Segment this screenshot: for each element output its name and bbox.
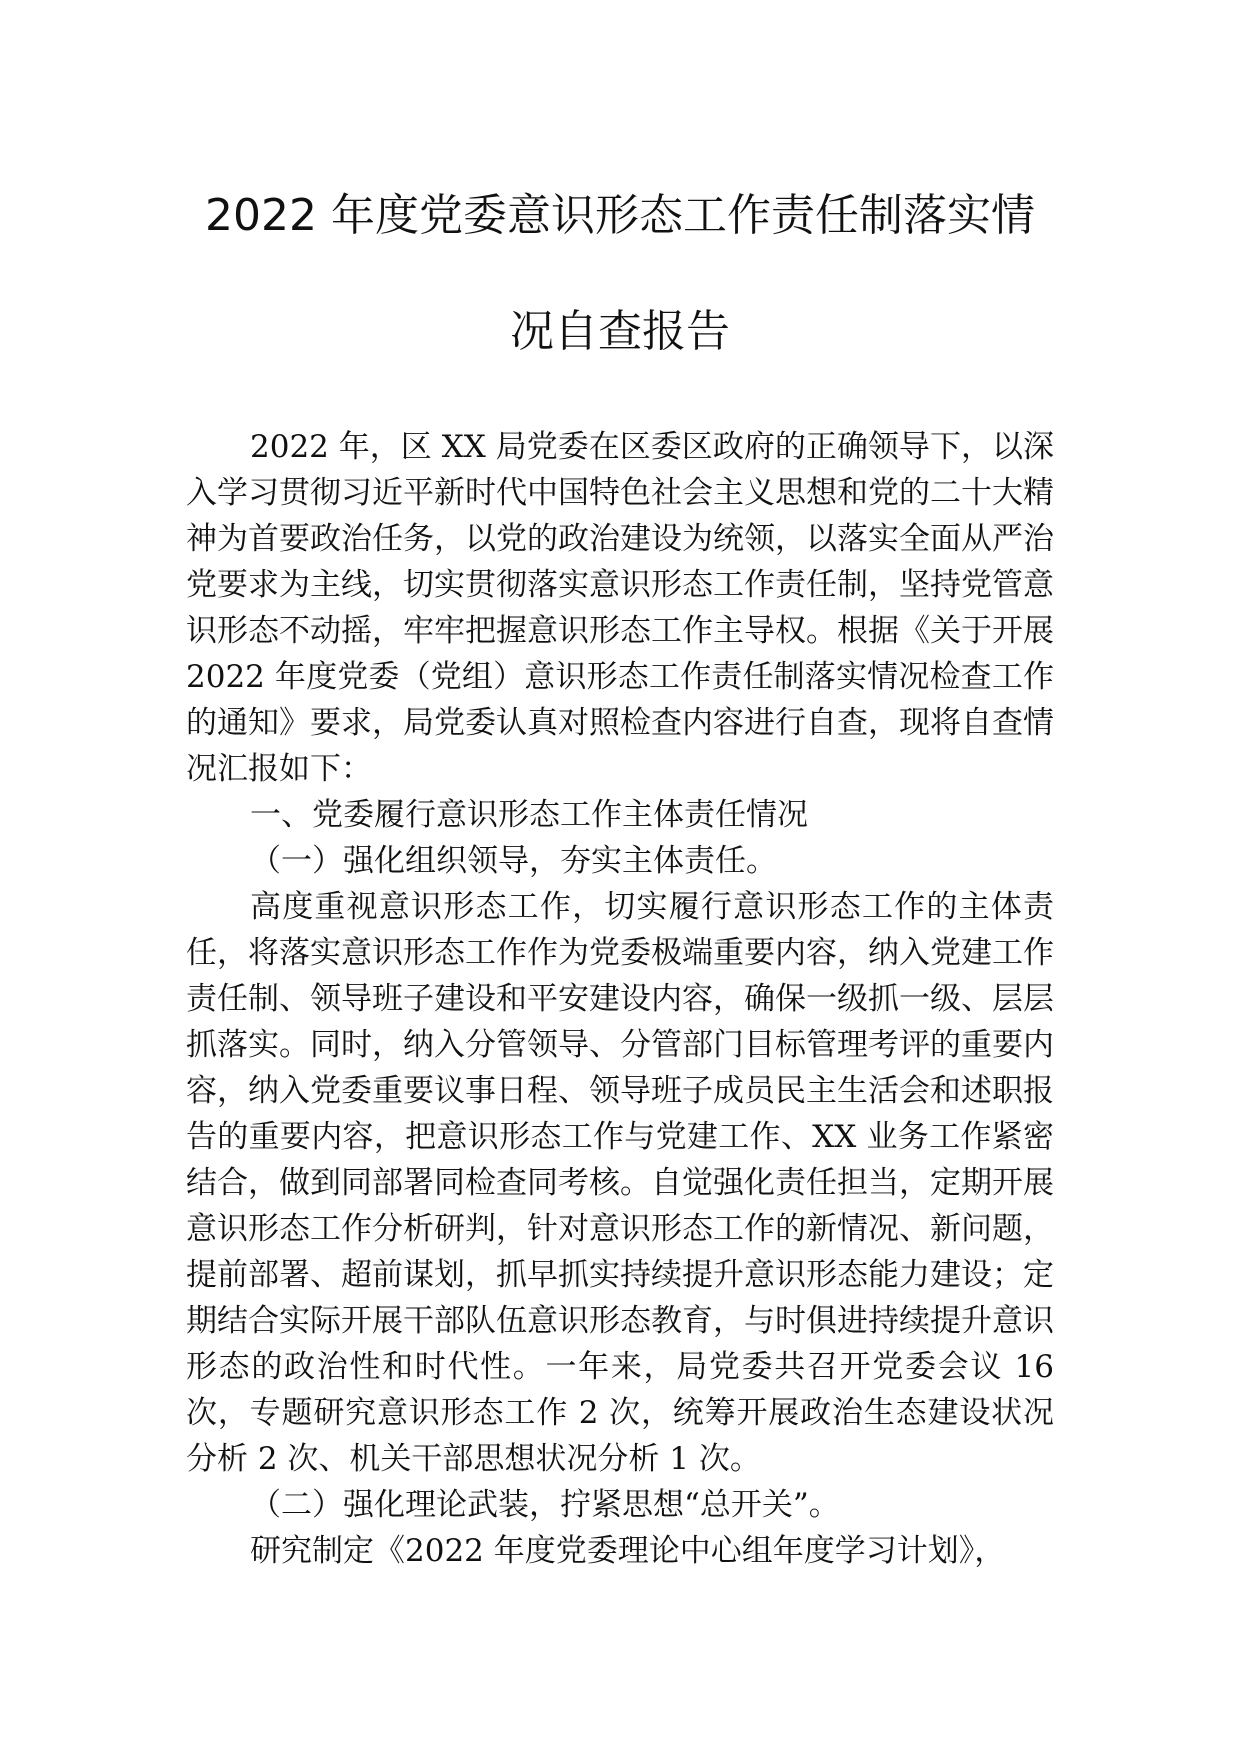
section-1-2-paragraph: 研究制定《2022 年度党委理论中心组年度学习计划》， xyxy=(250,1533,1006,1569)
document-body xyxy=(186,424,1054,1574)
section-1-heading: 一、党委履行意识形态工作主体责任情况 xyxy=(250,797,808,833)
section-1-2-heading: （二）强化理论武装，拧紧思想“总开关”。 xyxy=(250,1487,840,1523)
section-1-1-paragraph: 高度重视意识形态工作，切实履行意识形态工作的主体责任，将落实意识形态工作作为党委极端重要内容，纳入党建工作责任制、领导班子建设和平安建设内容，确保一级抓一级、层层抓落实。同时，纳入分管领导、分管部门目标管理考评的重要内容，纳入党委重要议事日程、领导班子成员民主生活会和述职报告的重要内容，把意识形态工作与党建工作、XX 业务工作紧密结合，做到同部署同检查同考核。自觉强化责任担当，定期开展意识形态工作分析研判，针对意识形态工作的新情况、新问题，提前部署、超前谋划，抓早抓实持续提升意识形态能力建设；定期结合实际开展干部队伍意识形态教育，与时俱进持续提升意识形态的政治性和时代性。一年来，局党委共召开党委会议 16 次，专题研究意识形态工作 2 次，统筹开展政治生态建设状况分析 2 次、机关干部思想状况分析 1 次。 xyxy=(186,889,1054,1477)
section-1-1-heading: （一）强化组织领导，夯实主体责任。 xyxy=(250,843,777,879)
document-title-line-2: 况自查报告 xyxy=(510,306,730,357)
intro-paragraph: 2022 年，区 XX 局党委在区委区政府的正确领导下，以深入学习贯彻习近平新时代中国特色社会主义思想和党的二十大精神为首要政治任务，以党的政治建设为统领，以落实全面从严治党要求为主线，切实贯彻落实意识形态工作责任制，坚持党管意识形态不动摇，牢牢把握意识形态工作主导权。根据《关于开展 2022 年度党委（党组）意识形态工作责任制落实情况检查工作的通知》要求，局党委认真对照检查内容进行自查，现将自查情况汇报如下： xyxy=(186,429,1054,787)
document-title-line-1: 2022 年度党委意识形态工作责任制落实情 xyxy=(205,190,1035,241)
